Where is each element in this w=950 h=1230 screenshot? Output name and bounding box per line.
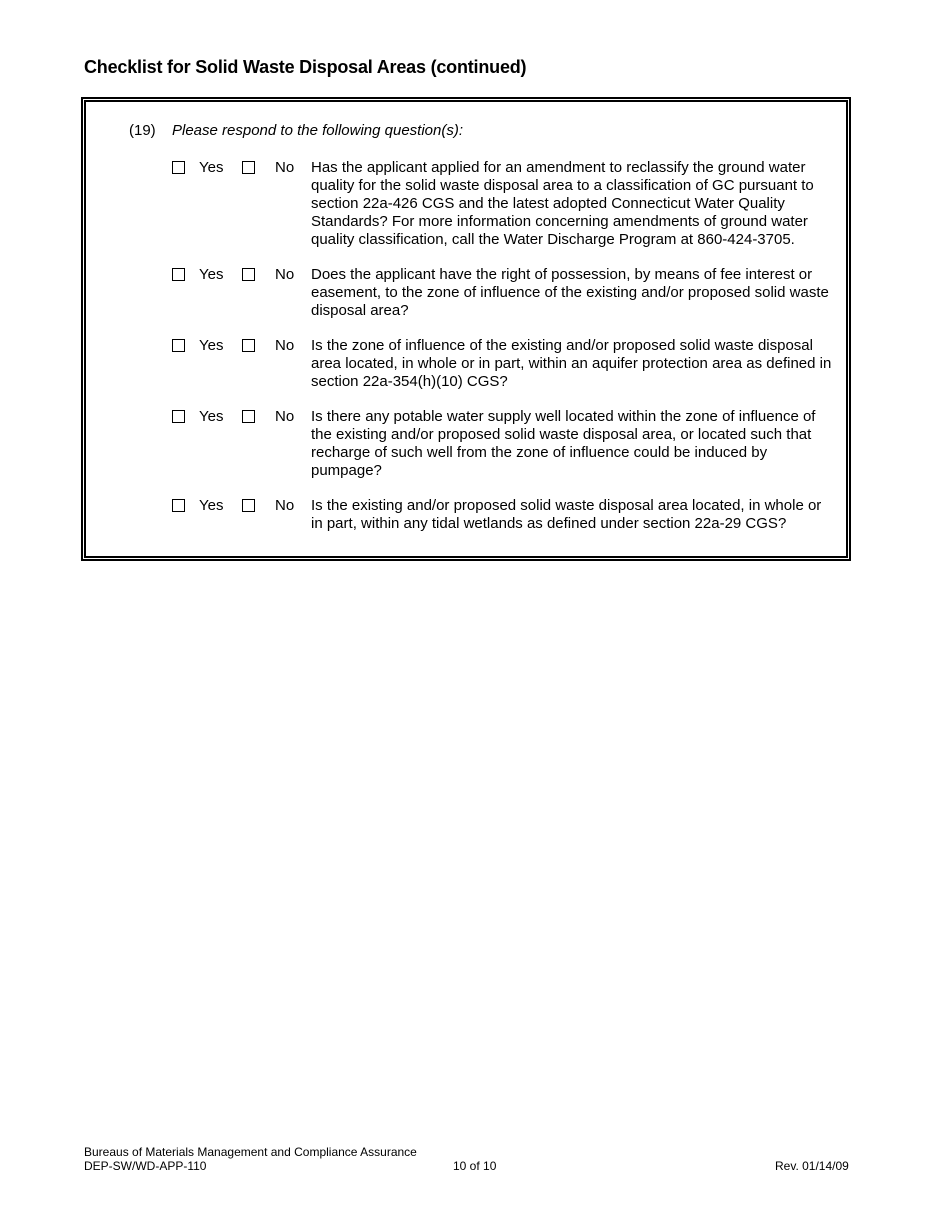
page-title: Checklist for Solid Waste Disposal Areas (continued) [84, 57, 527, 77]
question-prompt: Please respond to the following question(s): [172, 122, 464, 139]
question-text: Does the applicant have the right of possession, by means of fee interest or easement, to the zone of influence of the existing and/or proposed solid waste disposal area? [311, 266, 829, 319]
question-text: Is the zone of influence of the existing and/or proposed solid waste disposal area located, in whole or in part, within an aquifer protection area as defined in section 22a-354(h)(10) CGS? [311, 337, 832, 390]
question-text: Is there any potable water supply well located within the zone of influence of the existing and/or proposed solid waste disposal area, or located such that recharge of such well from the zone of influence could be induced by pumpage? [311, 408, 816, 479]
no-label: No [275, 159, 295, 176]
footer-bureau: Bureaus of Materials Management and Compliance Assurance [84, 1145, 417, 1159]
question-text: Is the existing and/or proposed solid waste disposal area located, in whole or in part, within any tidal wetlands as defined under section 22a-29 CGS? [311, 497, 822, 532]
question-number: (19) [129, 122, 156, 139]
no-checkbox[interactable] [242, 499, 255, 512]
yes-checkbox[interactable] [172, 161, 185, 174]
no-checkbox[interactable] [242, 268, 255, 281]
yes-label: Yes [199, 159, 224, 176]
footer-form-id: DEP-SW/WD-APP-110 [84, 1159, 207, 1173]
no-label: No [275, 266, 295, 283]
no-checkbox[interactable] [242, 339, 255, 352]
yes-checkbox[interactable] [172, 499, 185, 512]
footer-page-number: 10 of 10 [453, 1159, 497, 1173]
yes-label: Yes [199, 408, 224, 425]
yes-label: Yes [199, 497, 224, 514]
question-box [81, 97, 851, 561]
yes-label: Yes [199, 337, 224, 354]
yes-checkbox[interactable] [172, 339, 185, 352]
no-checkbox[interactable] [242, 410, 255, 423]
no-checkbox[interactable] [242, 161, 255, 174]
footer-revision: Rev. 01/14/09 [775, 1159, 849, 1173]
no-label: No [275, 497, 295, 514]
question-text: Has the applicant applied for an amendment to reclassify the ground water quality for the solid waste disposal area to a classification of GC pursuant to section 22a-426 CGS and the latest adopted Connecticut Water Quality Standards? For more information concerning amendments of ground water quality classification, call the Water Discharge Program at 860-424-3705. [311, 159, 814, 248]
no-label: No [275, 408, 295, 425]
yes-checkbox[interactable] [172, 268, 185, 281]
yes-checkbox[interactable] [172, 410, 185, 423]
no-label: No [275, 337, 295, 354]
yes-label: Yes [199, 266, 224, 283]
